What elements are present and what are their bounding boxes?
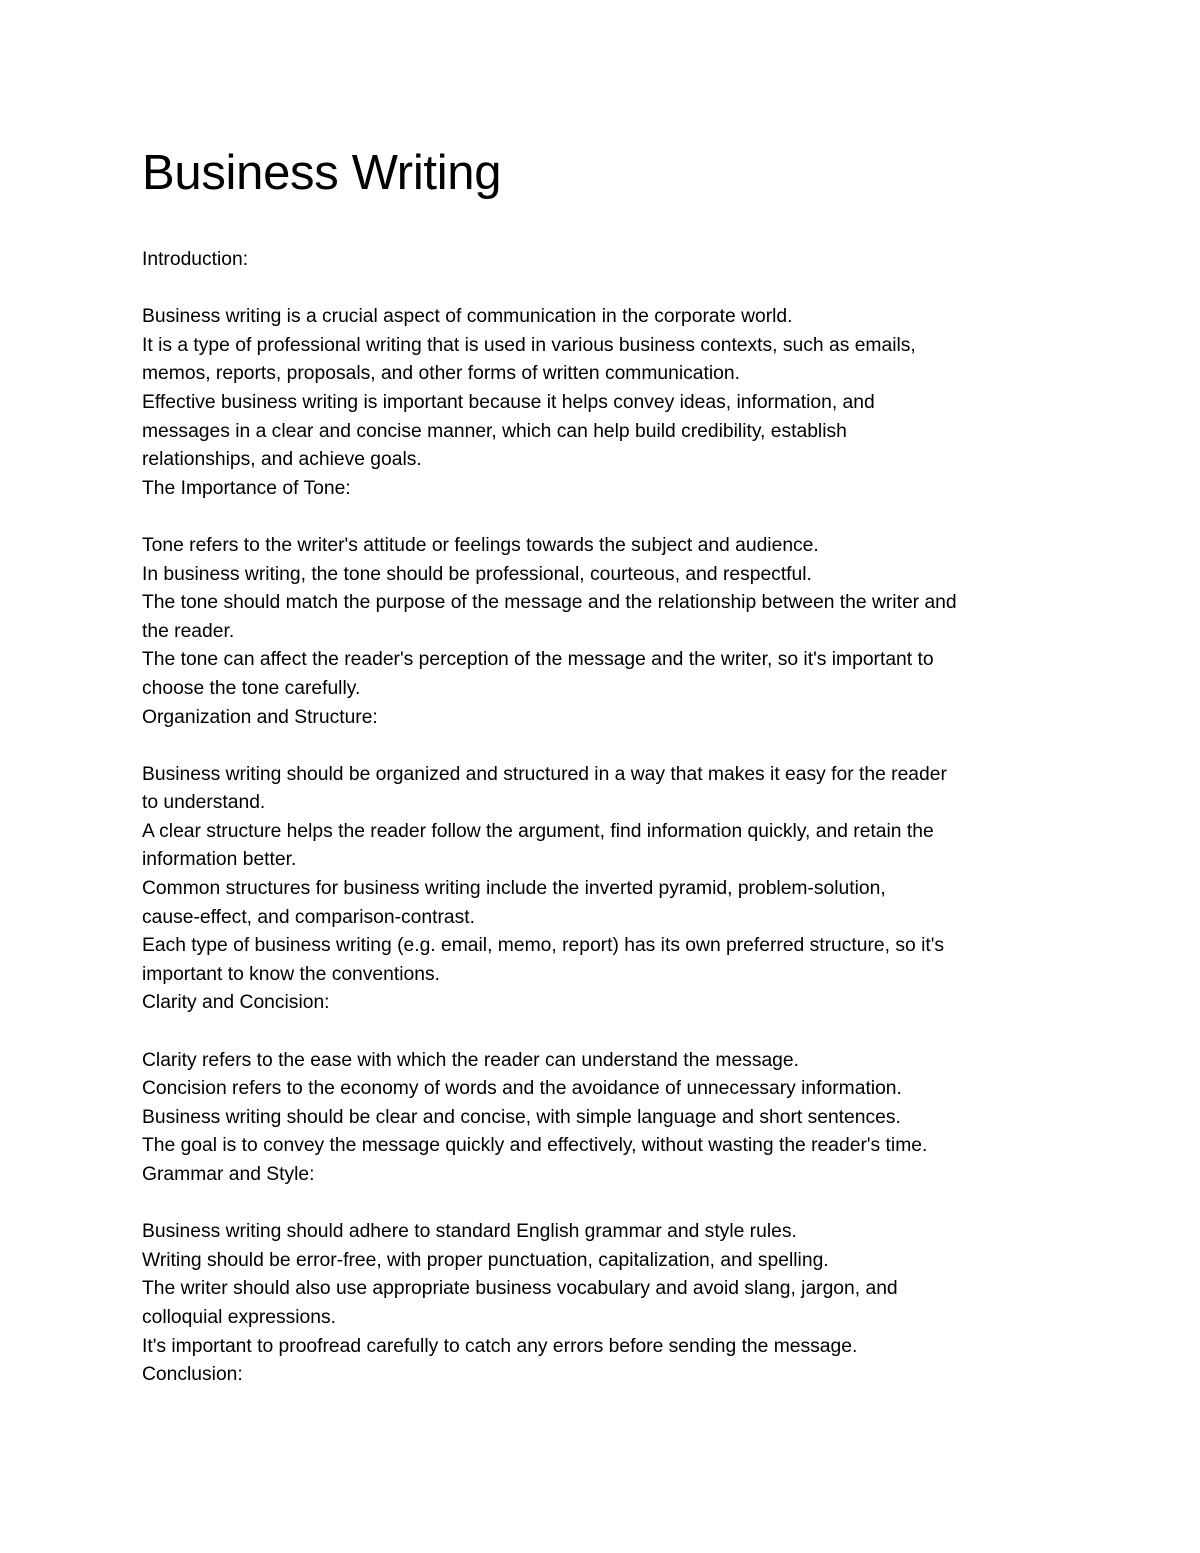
document-title: Business Writing bbox=[142, 146, 502, 200]
text-line: Grammar and Style: bbox=[142, 1164, 315, 1185]
text-line: Organization and Structure: bbox=[142, 706, 378, 728]
text-line bbox=[142, 503, 1072, 532]
text-line: The tone should match the purpose of the message and the relationship between the writer and bbox=[142, 592, 957, 614]
text-line: Tone refers to the writer's attitude or feelings towards the subject and audience. bbox=[142, 534, 819, 556]
text-line: memos, reports, proposals, and other forms of written communication. bbox=[142, 363, 740, 385]
text-line: The Importance of Tone: bbox=[142, 477, 351, 499]
text-line: Business writing should be organized and structured in a way that makes it easy for the reader bbox=[142, 763, 947, 785]
text-line: It is a type of professional writing that is used in various business contexts, such as emails, bbox=[142, 334, 916, 356]
text-line: In business writing, the tone should be professional, courteous, and respectful. bbox=[142, 563, 812, 585]
text-line bbox=[142, 1018, 1072, 1047]
text-line bbox=[142, 732, 1072, 761]
text-line: Concision refers to the economy of words and the avoidance of unnecessary information. bbox=[142, 1078, 902, 1100]
text-line: the reader. bbox=[142, 620, 235, 642]
text-line: Business writing is a crucial aspect of communication in the corporate world. bbox=[142, 306, 793, 328]
text-line: Clarity and Concision: bbox=[142, 992, 330, 1014]
text-line: colloquial expressions. bbox=[142, 1306, 336, 1328]
text-line: Each type of business writing (e.g. email, memo, report) has its own preferred structure, so it's bbox=[142, 935, 945, 957]
text-line: to understand. bbox=[142, 792, 266, 814]
text-line: The goal is to convey the message quickly and effectively, without wasting the reader's time. bbox=[142, 1135, 928, 1157]
text-line: Common structures for business writing include the inverted pyramid, problem-solution, bbox=[142, 878, 886, 900]
text-line: relationships, and achieve goals. bbox=[142, 449, 422, 471]
text-line bbox=[142, 1190, 1072, 1219]
text-line: Business writing should adhere to standard English grammar and style rules. bbox=[142, 1221, 797, 1243]
text-line: information better. bbox=[142, 849, 297, 871]
text-line: Introduction: bbox=[142, 249, 249, 270]
text-line: cause-effect, and comparison-contrast. bbox=[142, 906, 475, 928]
text-line: Writing should be error-free, with proper punctuation, capitalization, and spelling. bbox=[142, 1249, 829, 1271]
text-line: choose the tone carefully. bbox=[142, 677, 361, 699]
text-line: The writer should also use appropriate business vocabulary and avoid slang, jargon, and bbox=[142, 1278, 898, 1300]
text-line: important to know the conventions. bbox=[142, 963, 440, 985]
document-page bbox=[142, 140, 1072, 1390]
text-line: Business writing should be clear and concise, with simple language and short sentences. bbox=[142, 1106, 901, 1128]
document-body bbox=[142, 246, 1072, 1390]
text-line: Clarity refers to the ease with which the reader can understand the message. bbox=[142, 1049, 799, 1071]
text-line: Effective business writing is important because it helps convey ideas, information, and bbox=[142, 391, 875, 413]
text-line: messages in a clear and concise manner, which can help build credibility, establish bbox=[142, 420, 847, 442]
text-line: A clear structure helps the reader follow the argument, find information quickly, and retain the bbox=[142, 820, 934, 842]
text-line: The tone can affect the reader's perception of the message and the writer, so it's important to bbox=[142, 649, 934, 671]
text-line: It's important to proofread carefully to catch any errors before sending the message. bbox=[142, 1335, 858, 1357]
text-line bbox=[142, 275, 1072, 304]
text-line: Conclusion: bbox=[142, 1364, 243, 1386]
